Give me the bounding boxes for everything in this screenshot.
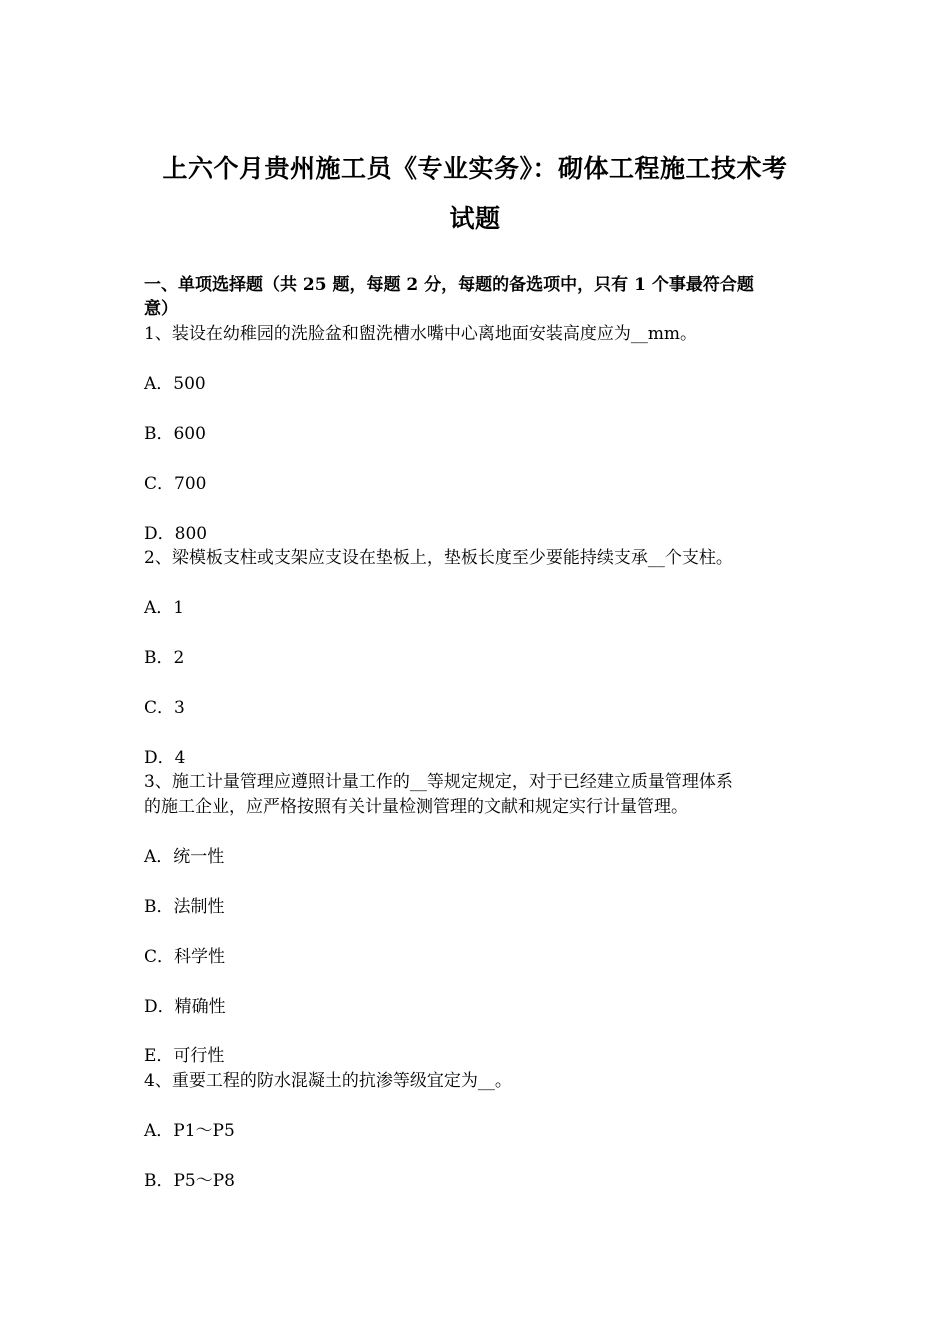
question-4-stem: 4、重要工程的防水混凝土的抗渗等级宜定为__。 <box>144 1071 512 1091</box>
question-3-option-c: C．科学性 <box>144 947 226 967</box>
question-1-option-c: C．700 <box>144 474 207 494</box>
question-4-option-a: A．P1～P5 <box>144 1121 235 1141</box>
section-heading-line-2: 意） <box>144 299 178 319</box>
question-3-stem-line-1: 3、施工计量管理应遵照计量工作的__等规定规定，对于已经建立质量管理体系 <box>144 772 733 792</box>
question-3-option-a: A．统一性 <box>144 847 225 867</box>
question-2-option-d: D．4 <box>144 748 186 768</box>
question-2-option-b: B．2 <box>144 648 185 668</box>
question-1-option-d: D．800 <box>144 524 208 544</box>
question-4-option-b: B．P5～P8 <box>144 1171 236 1191</box>
section-heading <box>144 273 814 321</box>
question-2-option-c: C．3 <box>144 698 185 718</box>
question-2-option-a: A．1 <box>144 598 185 618</box>
question-1-stem: 1、装设在幼稚园的洗脸盆和盥洗槽水嘴中心离地面安装高度应为__mm。 <box>144 324 698 344</box>
document-title-line-1: 上六个月贵州施工员《专业实务》：砌体工程施工技术考 <box>162 154 788 183</box>
question-2-stem: 2、梁模板支柱或支架应支设在垫板上，垫板长度至少要能持续支承__个支柱。 <box>144 548 733 568</box>
question-1-option-b: B．600 <box>144 424 206 444</box>
document-title-line-2: 试题 <box>449 204 501 233</box>
question-3-stem-line-2: 的施工企业，应严格按照有关计量检测管理的文献和规定实行计量管理。 <box>144 797 688 817</box>
question-3-option-d: D．精确性 <box>144 997 226 1017</box>
question-1-option-a: A．500 <box>144 374 206 394</box>
question-3-option-b: B．法制性 <box>144 897 225 917</box>
question-3-option-e: E．可行性 <box>144 1046 225 1066</box>
section-heading-line-1: 一、单项选择题（共 25 题，每题 2 分，每题的备选项中，只有 1 个事最符合题 <box>144 275 754 295</box>
